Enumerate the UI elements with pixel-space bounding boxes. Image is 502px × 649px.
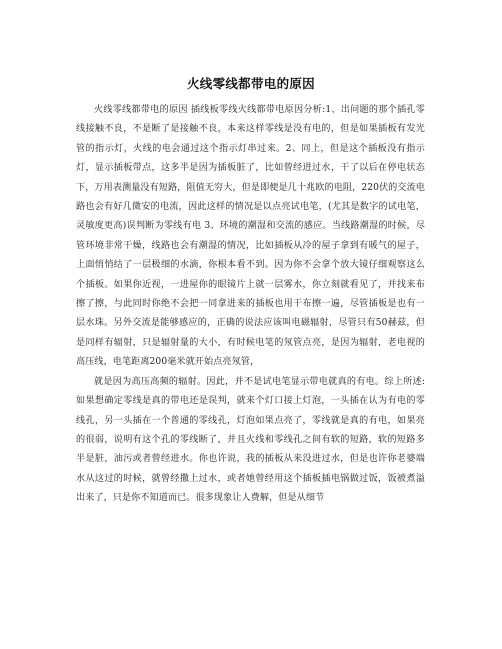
paragraph-1: 火线零线都带电的原因 插线板零线火线都带电原因分析:1、出问题的那个插孔零线接触不良，不是断了是接触不良，本来这样零线是没有电的，但是如果插板有发光管的指示灯，火线的电会通过这个指示灯串过来。2、同上，但是这个插板没有指示灯，显示插板带点，这多半是因为插板脏了，比如曾经进过水，干了以后在停电状态下，万用表测量没有短路，阻值无穷大，但是即便是几十兆欧的电阻，220伏的交流电路也会有好几微安的电流，因此这样的情况是以点亮试电笔，(尤其是数字的试电笔，灵敏度更高)误判断为零线有电 3、环境的潮湿和交流的感应。当线路潮湿的时候，尽管环境非常干燥，线路也会有潮湿的情况，比如插板从冷的屋子拿到有暖气的屋子，上面悄悄结了一层极细的水滴，你根本看不到。因为你不会拿个放大镜仔细观察这么个插板。如果你近视，一进屋你的眼镜片上就一层雾水，你立刻就看见了，并找来布擦了擦，与此同时你绝不会把一同拿进来的插板也用干布擦一遍，尽管插板是也有一层水珠。另外交流是能够感应的，正确的说法应该叫电磁辐射，尽管只有50赫兹，但是同样有辐射，只是辐射量的大小，有时候电笔的氖管点亮，是因为辐射，老电视的高压线，电笔距离200毫米就开始点亮氖管， xyxy=(76,105,425,368)
document-title: 火线零线都带电的原因 xyxy=(186,76,315,91)
paragraph-2: 就是因为高压高频的辐射。因此，并不是试电笔显示带电就真的有电。综上所述:如果想确定零线是真的带电还是误判，就来个灯口接上灯泡，一头插在认为有电的零线孔，另一头插在一个普通的零线孔，灯泡如果点亮了，零线就是真的有电，如果亮的很弱，说明有这个孔的零线断了，并且火线和零线孔之间有软的短路，软的短路多半是脏，油污或者曾经进水。你也许说，我的插板从来没进过水，但是也许你老婆端水从这过的时候，就曾经撒上过水，或者她曾经用这个插板插电锅做过饭，饭被煮溢出来了，只是你不知道而已。很多现象让人费解，但是从细节 xyxy=(76,376,425,504)
document-body xyxy=(76,101,425,509)
